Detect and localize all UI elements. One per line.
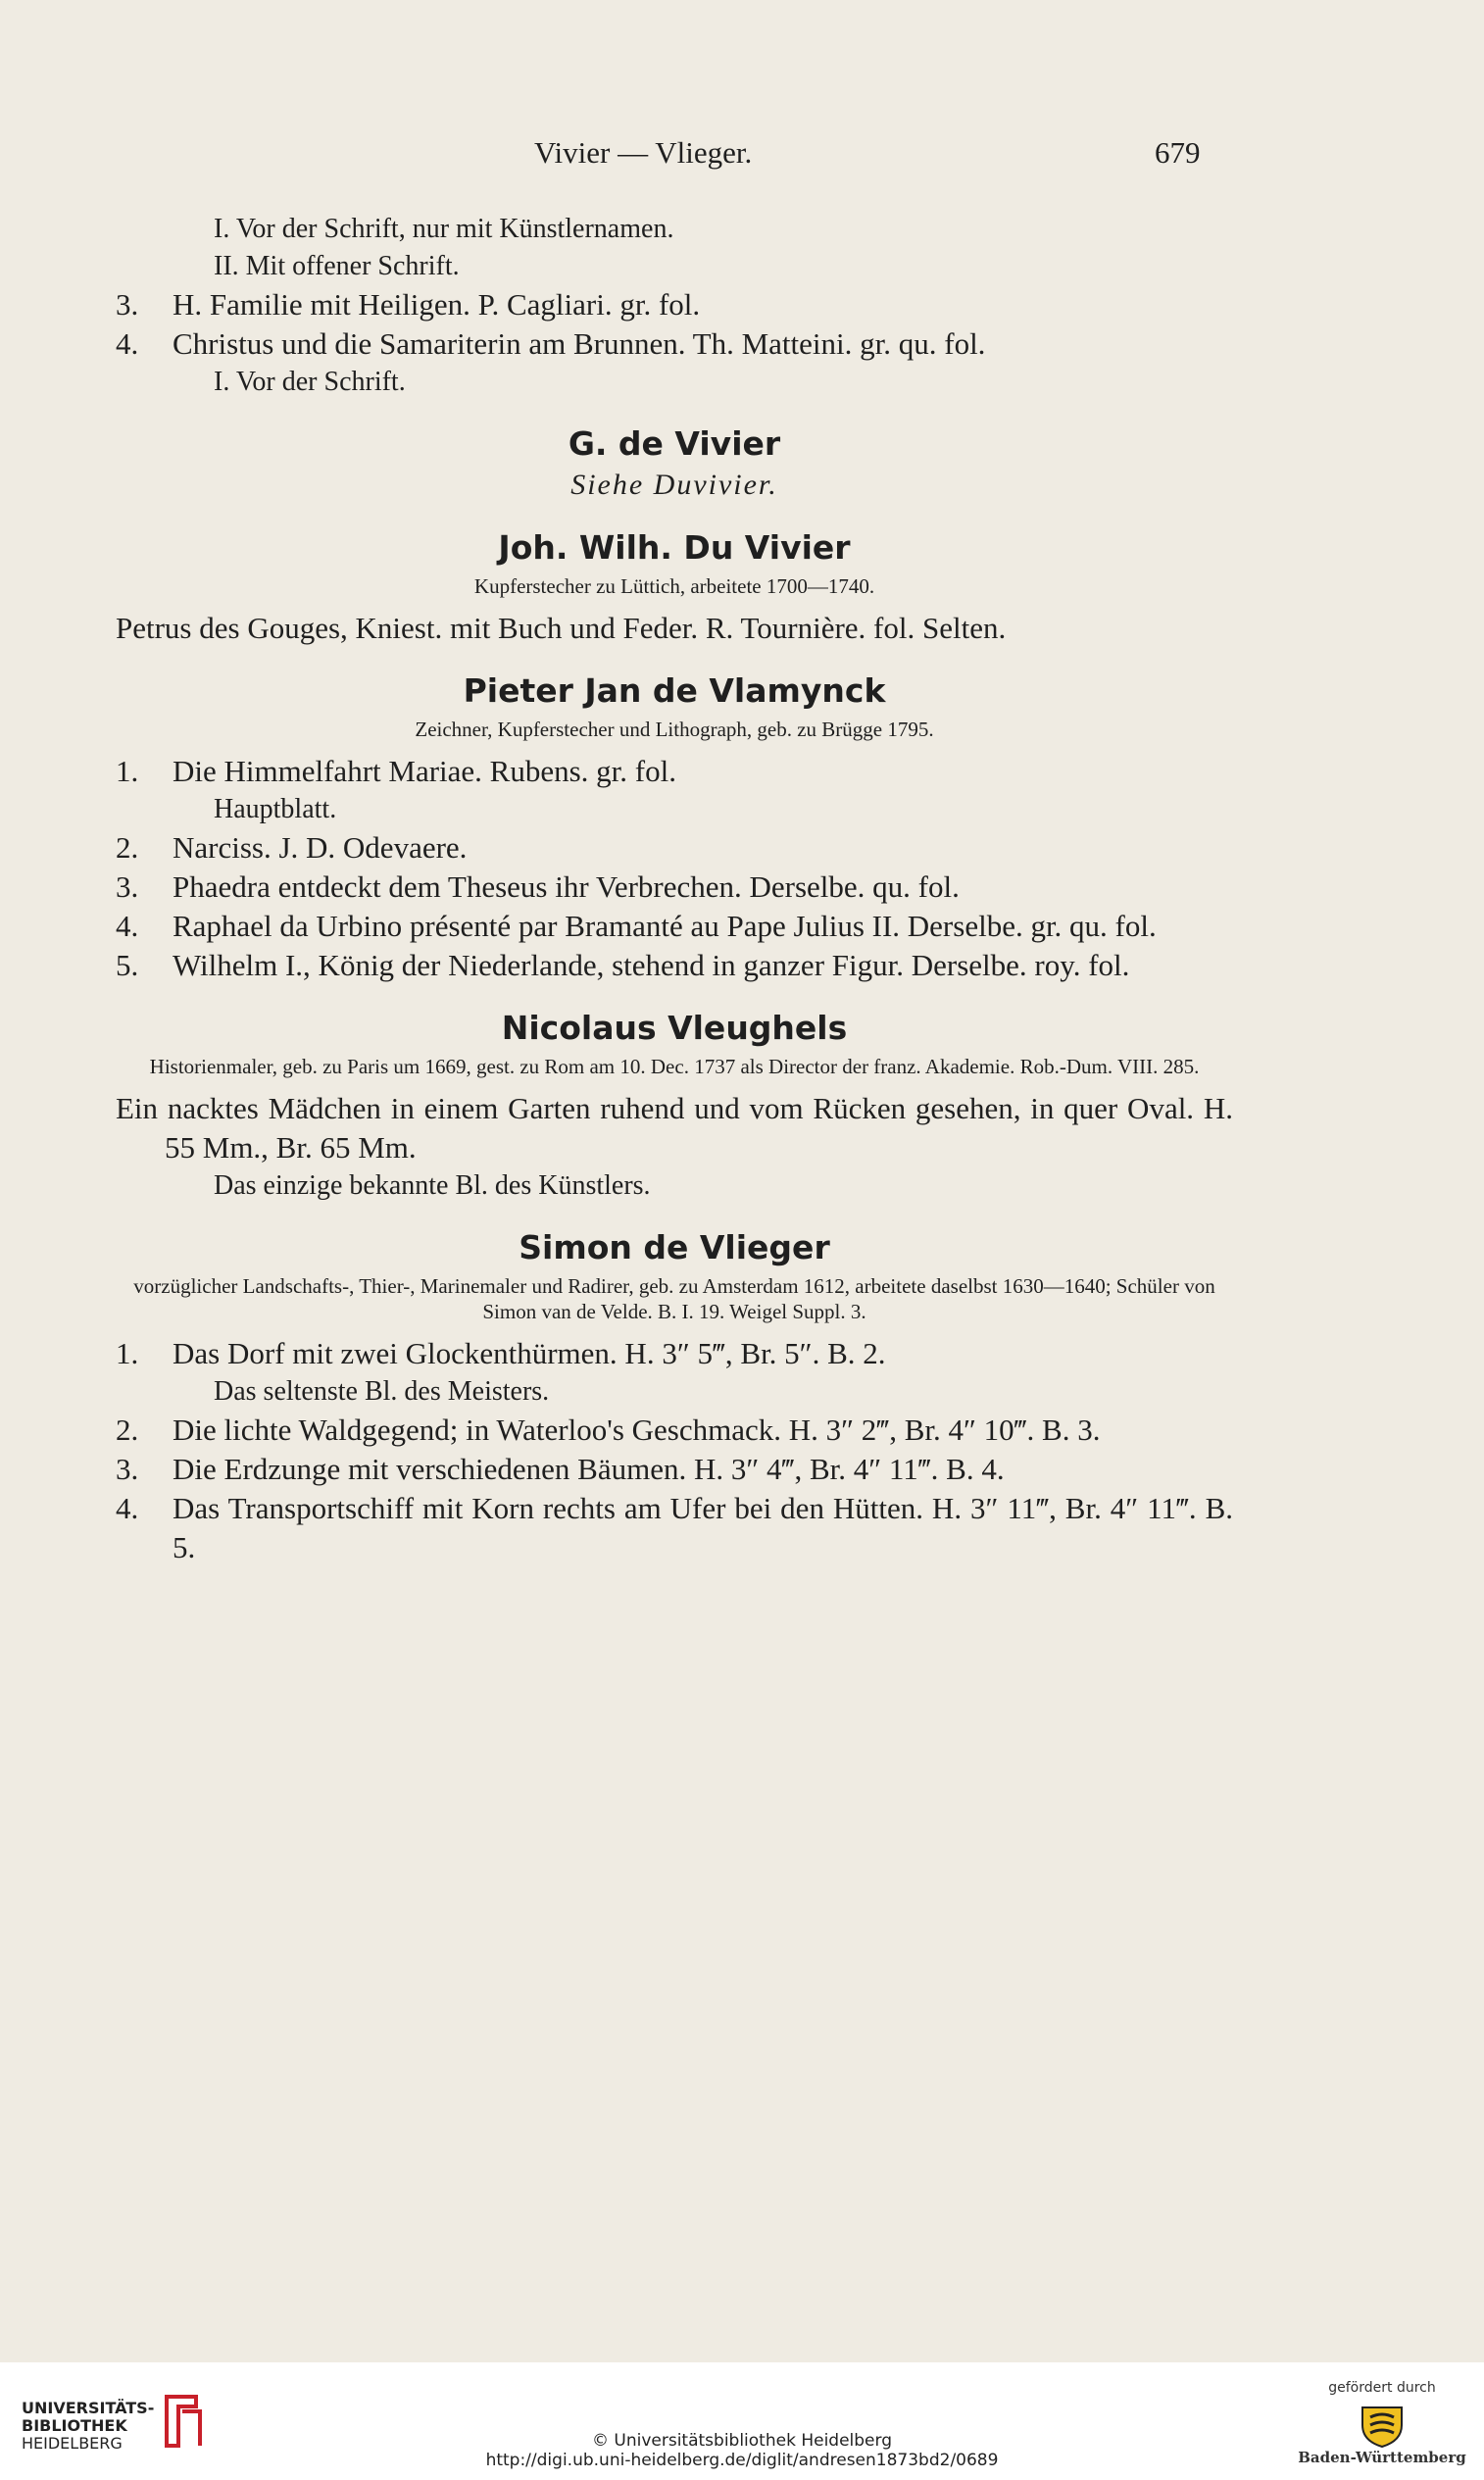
page-number: 679 xyxy=(1155,135,1201,170)
catalog-paragraph: Petrus des Gouges, Kniest. mit Buch und Feder. R. Tournière. fol. Selten. xyxy=(116,611,1007,645)
catalog-entry xyxy=(116,868,1233,907)
sponsor-label: gefördert durch xyxy=(1328,2380,1436,2396)
sponsor-name: Baden-Württemberg xyxy=(1298,2449,1466,2466)
entry-text: Narciss. J. D. Odevaere. xyxy=(173,830,468,865)
state-line: Das einzige bekannte Bl. des Künstlers. xyxy=(214,1170,651,1201)
entry-text: Die Erdzunge mit verschiedenen Bäumen. H. 3″ 4‴, Br. 4″ 11‴. B. 4. xyxy=(173,1452,1005,1486)
state-line: II. Mit offener Schrift. xyxy=(214,251,460,281)
entry-number: 4. xyxy=(116,909,139,943)
catalog-entry xyxy=(116,285,1233,324)
entry-text: Das Transportschiff mit Korn rechts am Ufer bei den Hütten. H. 3″ 11‴, Br. 4″ 11‴. B. 5. xyxy=(173,1491,1233,1564)
entry-number: 1. xyxy=(116,754,139,788)
entry-number: 4. xyxy=(116,326,139,361)
entry-number: 1. xyxy=(116,1336,139,1370)
artist-heading: Pieter Jan de Vlamynck xyxy=(463,671,886,710)
footer-bar xyxy=(0,2362,1484,2480)
entry-text: Die lichte Waldgegend; in Waterloo's Geschmack. H. 3″ 2‴, Br. 4″ 10‴. B. 3. xyxy=(173,1413,1101,1447)
entry-number: 2. xyxy=(116,1413,139,1447)
artist-heading: Simon de Vlieger xyxy=(519,1228,830,1266)
entry-number: 5. xyxy=(116,948,139,982)
entry-number: 3. xyxy=(116,869,139,904)
entry-text: Phaedra entdeckt dem Theseus ihr Verbrechen. Derselbe. qu. fol. xyxy=(173,869,960,904)
artist-heading: G. de Vivier xyxy=(568,424,781,463)
entry-text: H. Familie mit Heiligen. P. Cagliari. gr. fol. xyxy=(173,287,701,322)
entry-number: 2. xyxy=(116,830,139,865)
copyright-text: © Universitätsbibliothek Heidelberg xyxy=(591,2431,892,2451)
page-body xyxy=(116,211,1233,1567)
catalog-entry xyxy=(116,1334,1233,1373)
permalink[interactable]: http://digi.ub.uni-heidelberg.de/diglit/andresen1873bd2/0689 xyxy=(485,2451,999,2470)
state-line: Das seltenste Bl. des Meisters. xyxy=(214,1376,550,1407)
entry-text: Christus und die Samariterin am Brunnen. Th. Matteini. gr. qu. fol. xyxy=(173,326,986,361)
library-name-line: BIBLIOTHEK xyxy=(22,2416,127,2435)
entry-text: Das Dorf mit zwei Glockenthürmen. H. 3″ 5‴, Br. 5″. B. 2. xyxy=(173,1336,886,1370)
catalog-entry xyxy=(116,907,1233,946)
state-line: I. Vor der Schrift, nur mit Künstlernamen. xyxy=(214,214,674,244)
catalog-paragraph: Ein nacktes Mädchen in einem Garten ruhend und vom Rücken gesehen, in quer Oval. H. 55 Mm., Br. 65 Mm. xyxy=(116,1091,1233,1165)
catalog-entry xyxy=(116,1450,1233,1489)
artist-description: Kupferstecher zu Lüttich, arbeitete 1700—1740. xyxy=(473,574,875,598)
artist-heading: Nicolaus Vleughels xyxy=(501,1009,848,1047)
entry-text: Raphael da Urbino présenté par Bramanté au Pape Julius II. Derselbe. gr. qu. fol. xyxy=(173,909,1157,943)
catalog-entry xyxy=(116,946,1233,985)
artist-heading: Joh. Wilh. Du Vivier xyxy=(498,528,851,567)
state-line: Hauptblatt. xyxy=(214,794,337,824)
entry-text: Wilhelm I., König der Niederlande, stehend in ganzer Figur. Derselbe. roy. fol. xyxy=(173,948,1130,982)
artist-description: vorzüglicher Landschafts-, Thier-, Marinemaler und Radirer, geb. zu Amsterdam 1612, arbeitete daselbst 1630—1640; Schüler von Simon van de Velde. B. I. 19. Weigel Suppl. 3. xyxy=(133,1274,1215,1323)
copyright-block xyxy=(0,2431,1484,2470)
running-header xyxy=(0,135,1484,184)
catalog-entry xyxy=(116,1489,1233,1567)
entry-text: Die Himmelfahrt Mariae. Rubens. gr. fol. xyxy=(173,754,676,788)
entry-number: 4. xyxy=(116,1491,139,1525)
library-name-line: UNIVERSITÄTS- xyxy=(22,2399,155,2417)
entry-number: 3. xyxy=(116,287,139,322)
running-title: Vivier — Vlieger. xyxy=(534,135,753,170)
artist-description: Zeichner, Kupferstecher und Lithograph, geb. zu Brügge 1795. xyxy=(415,718,934,741)
entry-number: 3. xyxy=(116,1452,139,1486)
state-line: I. Vor der Schrift. xyxy=(214,367,406,397)
catalog-entry xyxy=(116,828,1233,868)
catalog-entry xyxy=(116,324,1233,364)
sponsor-block xyxy=(1294,2380,1470,2466)
library-name-line: HEIDELBERG xyxy=(22,2434,123,2453)
artist-description: Historienmaler, geb. zu Paris um 1669, gest. zu Rom am 10. Dec. 1737 als Director der franz. Akademie. Rob.-Dum. VIII. 285. xyxy=(149,1055,1200,1078)
cross-reference: Siehe Duvivier. xyxy=(570,469,778,501)
catalog-entry xyxy=(116,752,1233,791)
state-crest-icon xyxy=(1357,2402,1408,2449)
catalog-entry xyxy=(116,1411,1233,1450)
